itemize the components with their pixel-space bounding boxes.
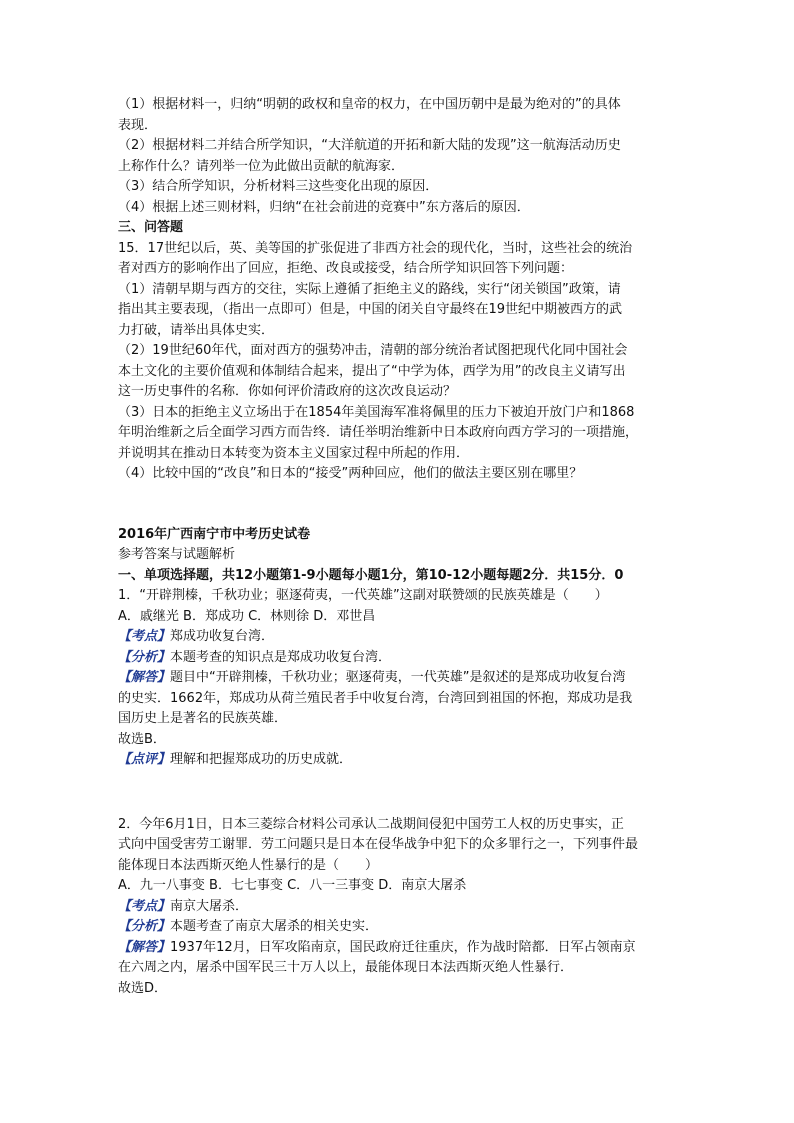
section-3-heading: 三、问答题 [118,220,184,235]
fenxi-text: 本题考查的知识点是郑成功收复台湾． [170,649,392,665]
q1-options: A．戚继光 B．郑成功 C．林则徐 D．邓世昌 [118,608,376,624]
jieda-tag: 【解答】 [118,939,171,955]
answer-subtitle: 参考答案与试题解析 [118,547,236,562]
jieda-text: 1937年12月，日军攻陷南京，国民政府迁往重庆，作为战时陪都．日军占领南京 [170,939,636,955]
fenxi-text: 本题考查了南京大屠杀的相关史实． [170,919,379,934]
q1-jieda-line-2: 的史实．1662年，郑成功从荷兰殖民者手中收复台湾，台湾回到祖国的怀抱，郑成功是我 [118,690,633,706]
fenxi-tag: 【分析】 [118,919,171,934]
q1-kaodian [118,627,678,648]
jieda-tag: 【解答】 [118,670,171,685]
q14-line-4: 上称作什么？请列举一位为此做出贡献的航海家． [118,158,405,174]
q15-line-2: 者对西方的影响作出了回应，拒绝、改良或接受，结合所学知识回答下列问题： [118,261,574,276]
spacer [118,485,678,525]
q14-line-6: （4）根据上述三则材料，归纳“在社会前进的竞赛中”东方落后的原因． [118,199,530,215]
q1-dianping [118,750,678,771]
dianping-text: 理解和把握郑成功的历史成就． [170,752,353,767]
q2-fenxi [118,917,678,938]
kaodian-text: 南京大屠杀． [170,898,249,914]
q2-stem-line-1: 2．今年6月1日，日本三菱综合材料公司承认二战期间侵犯中国劳工人权的历史事实，正 [118,816,624,832]
q1-jieda [118,668,678,689]
answer-title: 2016年广西南宁市中考历史试卷 [118,526,311,542]
question-1 [118,586,678,771]
kaodian-tag: 【考点】 [118,898,171,914]
q14-line-1: （1）根据材料一，归纳“明朝的政权和皇帝的权力，在中国历朝中是最为绝对的”的具体 [118,97,621,112]
kaodian-tag: 【考点】 [118,629,171,644]
q2-stem-line-3: 能体现日本法西斯灭绝人性暴行的是（ ） [118,857,379,873]
kaodian-text: 郑成功收复台湾． [170,629,275,644]
q15-line-6: （2）19世纪60年代，面对西方的强势冲击，清朝的部分统治者试图把现代化同中国社会 [118,343,628,358]
q15-line-7: 本土文化的主要价值观和体制结合起来，提出了“中学为体，西学为用”的改良主义请写出 [118,363,626,379]
q14-line-3: （2）根据材料二并结合所学知识，“大洋航道的开拓和新大陆的发现”这一航海活动历史 [118,138,621,153]
q2-answer: 故选D． [118,980,168,996]
question-14-subquestions [118,95,678,218]
q1-jieda-line-3: 国历史上是著名的民族英雄． [118,711,288,726]
jieda-text: 题目中“开辟荆榛，千秋功业；驱逐荷夷，一代英雄”是叙述的是郑成功收复台湾 [170,670,626,685]
q15-line-11: 并说明其在推动日本转变为资本主义国家过程中所起的作用． [118,445,470,461]
q15-line-4: 指出其主要表现，（指出一点即可）但是，中国的闭关自守最终在19世纪中期被西方的武 [118,302,623,317]
q2-stem-line-2: 式向中国受害劳工谢罪．劳工问题只是日本在侵华战争中犯下的众多罪行之一，下列事件最 [118,837,639,852]
q2-options: A．九一八事变 B．七七事变 C．八一三事变 D．南京大屠杀 [118,878,467,893]
q1-answer: 故选B． [118,731,166,747]
q15-line-1: 15．17世纪以后，英、美等国的扩张促进了非西方社会的现代化，当时，这些社会的统治 [118,240,633,256]
section-1-heading: 一、单项选择题，共12小题第1-9小题每小题1分，第10-12小题每题2分．共15分．0 [118,567,624,583]
spacer [118,771,678,815]
q1-stem: 1．“开辟荆榛，千秋功业；驱逐荷夷，一代英雄”这副对联赞颂的民族英雄是（ ） [118,588,608,603]
q15-line-8: 这一历史事件的名称．你如何评价清政府的这次改良运动？ [118,384,457,399]
q15-line-3: （1）清朝早期与西方的交往，实际上遵循了拒绝主义的路线，实行“闭关锁国”政策，请 [118,281,621,297]
q15-line-5: 力打破，请举出具体史实． [118,322,275,338]
q2-jieda [118,938,678,959]
question-15 [118,239,678,485]
q1-fenxi [118,648,678,669]
document-page [118,95,678,999]
q2-kaodian [118,897,678,918]
q15-line-9: （3）日本的拒绝主义立场出于在1854年美国海军准将佩里的压力下被迫开放门户和1868 [118,404,635,420]
fenxi-tag: 【分析】 [118,649,171,665]
q14-line-2: 表现． [118,117,158,133]
question-2 [118,815,678,1000]
q15-line-12: （4）比较中国的“改良”和日本的“接受”两种回应，他们的做法主要区别在哪里？ [118,466,583,481]
q15-line-10: 年明治维新之后全面学习西方而告终．请任举明治维新中日本政府向西方学习的一项措施， [118,425,639,440]
dianping-tag: 【点评】 [118,752,171,767]
q14-line-5: （3）结合所学知识，分析材料三这些变化出现的原因． [118,179,439,194]
q2-jieda-line-2: 在六周之内，屠杀中国军民三十万人以上，最能体现日本法西斯灭绝人性暴行． [118,960,574,975]
